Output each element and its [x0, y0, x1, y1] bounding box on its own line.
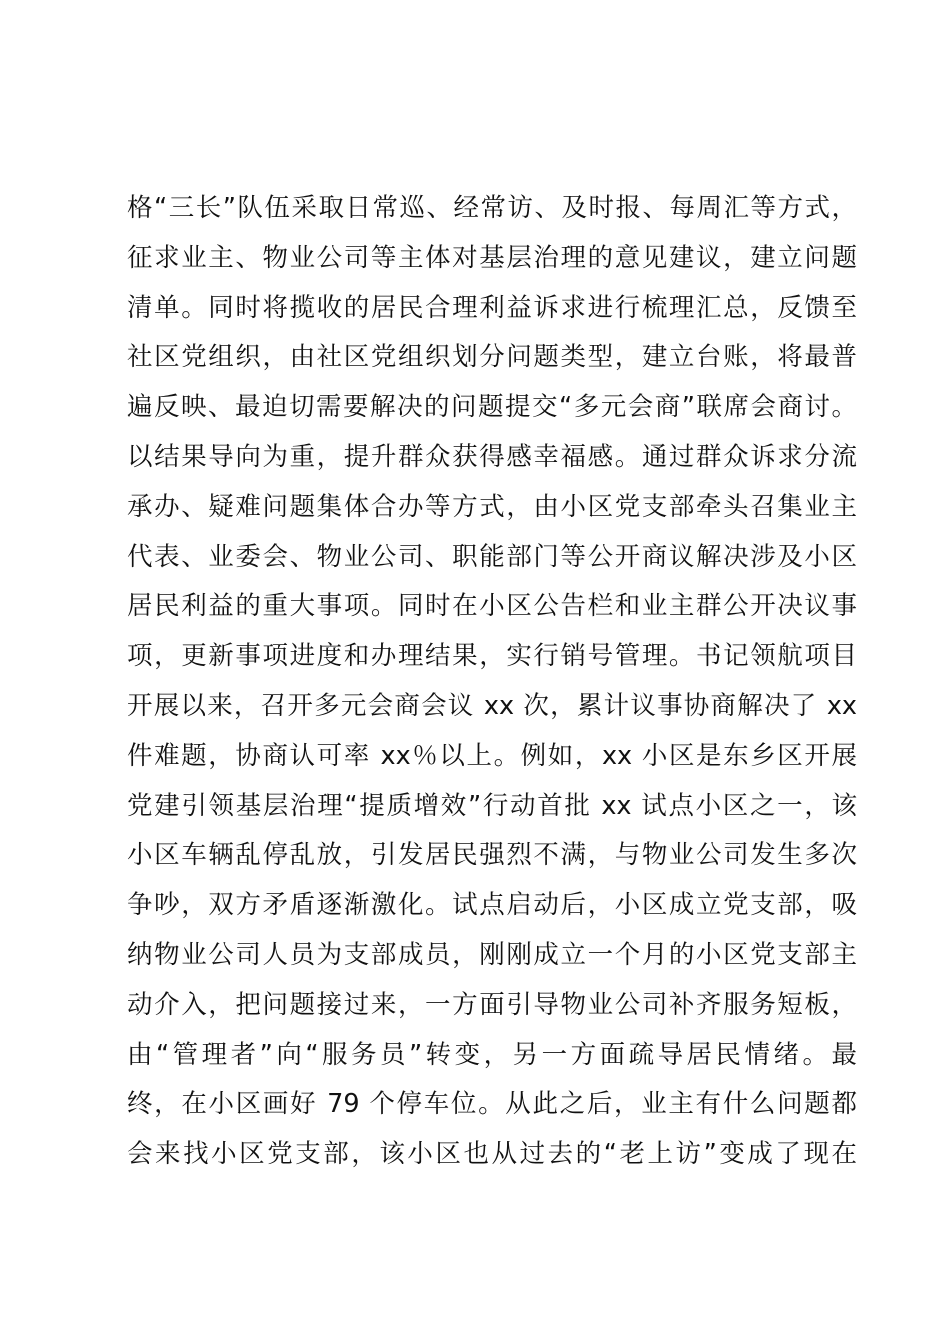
text-line: 项，更新事项进度和办理结果，实行销号管理。书记领航项目 — [127, 641, 857, 672]
body-paragraph — [127, 184, 857, 1180]
text-line: 纳物业公司人员为支部成员，刚刚成立一个月的小区党支部主 — [127, 939, 857, 970]
text-line: 开展以来，召开多元会商会议 xx 次，累计议事协商解决了 xx — [127, 690, 857, 721]
text-line: 承办、疑难问题集体合办等方式，由小区党支部牵头召集业主 — [127, 491, 857, 522]
text-line: 清单。同时将揽收的居民合理利益诉求进行梳理汇总，反馈至 — [127, 292, 857, 323]
text-line: 征求业主、物业公司等主体对基层治理的意见建议，建立问题 — [127, 242, 857, 273]
text-line: 党建引领基层治理“提质增效”行动首批 xx 试点小区之一，该 — [127, 790, 857, 821]
text-line: 以结果导向为重，提升群众获得感幸福感。通过群众诉求分流 — [127, 441, 857, 472]
text-line: 终，在小区画好 79 个停车位。从此之后，业主有什么问题都 — [127, 1089, 857, 1120]
text-line: 格“三长”队伍采取日常巡、经常访、及时报、每周汇等方式， — [127, 193, 857, 223]
text-line: 件难题，协商认可率 xx％以上。例如，xx 小区是东乡区开展 — [127, 740, 857, 771]
text-line: 由“管理者”向“服务员”转变，另一方面疏导居民情绪。最 — [127, 1039, 857, 1070]
text-line: 遍反映、最迫切需要解决的问题提交“多元会商”联席会商讨。 — [127, 392, 857, 423]
text-line: 动介入，把问题接过来，一方面引导物业公司补齐服务短板， — [127, 989, 857, 1020]
text-line: 小区车辆乱停乱放，引发居民强烈不满，与物业公司发生多次 — [127, 840, 857, 871]
text-line: 争吵，双方矛盾逐渐激化。试点启动后，小区成立党支部，吸 — [127, 890, 857, 921]
text-line: 会来找小区党支部，该小区也从过去的“老上访”变成了现在 — [127, 1139, 857, 1170]
text-line: 代表、业委会、物业公司、职能部门等公开商议解决涉及小区 — [127, 541, 857, 572]
text-line: 居民利益的重大事项。同时在小区公告栏和业主群公开决议事 — [127, 591, 857, 622]
text-line: 社区党组织，由社区党组织划分问题类型，建立台账，将最普 — [127, 342, 857, 373]
